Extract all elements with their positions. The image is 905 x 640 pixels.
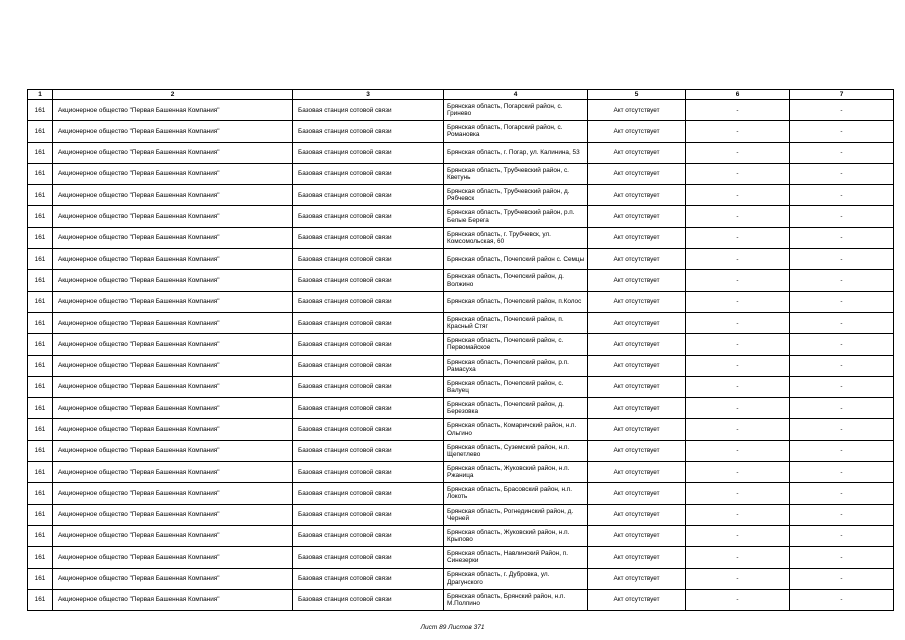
table-row (28, 312, 894, 333)
cell-number: 161 (28, 121, 53, 142)
cell-number: 161 (28, 163, 53, 184)
cell-number: 161 (28, 547, 53, 568)
cell-organization: Акционерное общество "Первая Башенная Компания" (53, 227, 293, 248)
column-header-5: 5 (588, 90, 686, 100)
cell-object-type: Базовая станция сотовой связи (293, 206, 444, 227)
table-row (28, 547, 894, 568)
column-header-7: 7 (790, 90, 894, 100)
cell-number: 161 (28, 589, 53, 610)
cell-column-6: - (686, 206, 790, 227)
cell-address: Брянская область, г. Дубровка, ул. Драгунского (444, 568, 588, 589)
table-row (28, 206, 894, 227)
cell-act-status: Акт отсутствует (588, 525, 686, 546)
cell-organization: Акционерное общество "Первая Башенная Компания" (53, 355, 293, 376)
cell-column-6: - (686, 419, 790, 440)
cell-column-6: - (686, 334, 790, 355)
cell-column-7: - (790, 376, 894, 397)
table-row (28, 419, 894, 440)
cell-column-7: - (790, 249, 894, 270)
cell-column-6: - (686, 547, 790, 568)
cell-column-7: - (790, 547, 894, 568)
cell-address: Брянская область, Брянский район, н.п. М.Полпино (444, 589, 588, 610)
cell-column-6: - (686, 398, 790, 419)
table-row (28, 163, 894, 184)
cell-object-type: Базовая станция сотовой связи (293, 462, 444, 483)
cell-number: 161 (28, 206, 53, 227)
cell-object-type: Базовая станция сотовой связи (293, 355, 444, 376)
cell-organization: Акционерное общество "Первая Башенная Компания" (53, 291, 293, 312)
cell-act-status: Акт отсутствует (588, 227, 686, 248)
cell-act-status: Акт отсутствует (588, 334, 686, 355)
cell-column-7: - (790, 440, 894, 461)
cell-organization: Акционерное общество "Первая Башенная Компания" (53, 376, 293, 397)
cell-object-type: Базовая станция сотовой связи (293, 291, 444, 312)
cell-address: Брянская область, Комаричский район, н.п. Ольгино (444, 419, 588, 440)
cell-number: 161 (28, 504, 53, 525)
cell-object-type: Базовая станция сотовой связи (293, 142, 444, 163)
table-body (28, 100, 894, 611)
cell-number: 161 (28, 185, 53, 206)
cell-address: Брянская область, Трубчевский район, с. Кветунь (444, 163, 588, 184)
cell-organization: Акционерное общество "Первая Башенная Компания" (53, 121, 293, 142)
cell-object-type: Базовая станция сотовой связи (293, 185, 444, 206)
cell-act-status: Акт отсутствует (588, 142, 686, 163)
table-row (28, 227, 894, 248)
cell-number: 161 (28, 440, 53, 461)
cell-column-7: - (790, 163, 894, 184)
table-row (28, 376, 894, 397)
cell-number: 161 (28, 270, 53, 291)
cell-column-6: - (686, 483, 790, 504)
cell-organization: Акционерное общество "Первая Башенная Компания" (53, 525, 293, 546)
cell-organization: Акционерное общество "Первая Башенная Компания" (53, 504, 293, 525)
cell-act-status: Акт отсутствует (588, 398, 686, 419)
cell-organization: Акционерное общество "Первая Башенная Компания" (53, 270, 293, 291)
table-row (28, 568, 894, 589)
cell-column-6: - (686, 249, 790, 270)
cell-column-6: - (686, 589, 790, 610)
cell-object-type: Базовая станция сотовой связи (293, 270, 444, 291)
table-row (28, 398, 894, 419)
cell-column-7: - (790, 270, 894, 291)
cell-act-status: Акт отсутствует (588, 312, 686, 333)
cell-column-7: - (790, 419, 894, 440)
cell-number: 161 (28, 376, 53, 397)
cell-act-status: Акт отсутствует (588, 121, 686, 142)
cell-act-status: Акт отсутствует (588, 355, 686, 376)
cell-organization: Акционерное общество "Первая Башенная Компания" (53, 185, 293, 206)
cell-column-6: - (686, 525, 790, 546)
cell-column-7: - (790, 334, 894, 355)
cell-object-type: Базовая станция сотовой связи (293, 249, 444, 270)
header-row (28, 90, 894, 100)
cell-number: 161 (28, 291, 53, 312)
cell-number: 161 (28, 462, 53, 483)
cell-column-6: - (686, 142, 790, 163)
cell-act-status: Акт отсутствует (588, 440, 686, 461)
cell-object-type: Базовая станция сотовой связи (293, 227, 444, 248)
cell-address: Брянская область, Почепский район, д. Березовка (444, 398, 588, 419)
cell-act-status: Акт отсутствует (588, 483, 686, 504)
cell-object-type: Базовая станция сотовой связи (293, 398, 444, 419)
cell-object-type: Базовая станция сотовой связи (293, 121, 444, 142)
cell-act-status: Акт отсутствует (588, 462, 686, 483)
cell-object-type: Базовая станция сотовой связи (293, 419, 444, 440)
cell-column-7: - (790, 355, 894, 376)
cell-organization: Акционерное общество "Первая Башенная Компания" (53, 568, 293, 589)
cell-address: Брянская область, Трубчевский район, д. Рябчевск (444, 185, 588, 206)
table-row (28, 525, 894, 546)
cell-column-6: - (686, 100, 790, 121)
table-row (28, 185, 894, 206)
cell-column-6: - (686, 270, 790, 291)
table-row (28, 504, 894, 525)
cell-act-status: Акт отсутствует (588, 504, 686, 525)
cell-organization: Акционерное общество "Первая Башенная Компания" (53, 398, 293, 419)
cell-address: Брянская область, Почепский район с. Семцы (444, 249, 588, 270)
cell-column-6: - (686, 376, 790, 397)
cell-act-status: Акт отсутствует (588, 589, 686, 610)
cell-act-status: Акт отсутствует (588, 270, 686, 291)
page-footer: Лист 89 Листов 371 (420, 624, 485, 631)
cell-object-type: Базовая станция сотовой связи (293, 568, 444, 589)
cell-object-type: Базовая станция сотовой связи (293, 312, 444, 333)
table-row (28, 121, 894, 142)
cell-act-status: Акт отсутствует (588, 419, 686, 440)
cell-object-type: Базовая станция сотовой связи (293, 334, 444, 355)
cell-act-status: Акт отсутствует (588, 376, 686, 397)
cell-column-6: - (686, 185, 790, 206)
cell-number: 161 (28, 227, 53, 248)
cell-address: Брянская область, Трубчевский район, р.п. Белые Берега (444, 206, 588, 227)
cell-column-7: - (790, 504, 894, 525)
cell-column-7: - (790, 462, 894, 483)
cell-column-7: - (790, 398, 894, 419)
cell-act-status: Акт отсутствует (588, 568, 686, 589)
table-row (28, 291, 894, 312)
table-row (28, 100, 894, 121)
cell-column-7: - (790, 568, 894, 589)
cell-address: Брянская область, Почепский район, с. Валуец (444, 376, 588, 397)
cell-number: 161 (28, 142, 53, 163)
cell-act-status: Акт отсутствует (588, 291, 686, 312)
cell-column-7: - (790, 227, 894, 248)
cell-column-6: - (686, 291, 790, 312)
cell-number: 161 (28, 249, 53, 270)
cell-column-6: - (686, 355, 790, 376)
cell-act-status: Акт отсутствует (588, 249, 686, 270)
cell-column-6: - (686, 163, 790, 184)
cell-column-7: - (790, 100, 894, 121)
cell-number: 161 (28, 525, 53, 546)
cell-address: Брянская область, Почепский район, с. Первомайское (444, 334, 588, 355)
column-header-4: 4 (444, 90, 588, 100)
cell-organization: Акционерное общество "Первая Башенная Компания" (53, 334, 293, 355)
cell-act-status: Акт отсутствует (588, 100, 686, 121)
cell-number: 161 (28, 334, 53, 355)
cell-act-status: Акт отсутствует (588, 185, 686, 206)
cell-object-type: Базовая станция сотовой связи (293, 504, 444, 525)
cell-address: Брянская область, Почепский район, п.Колос (444, 291, 588, 312)
cell-column-7: - (790, 121, 894, 142)
cell-act-status: Акт отсутствует (588, 163, 686, 184)
cell-address: Брянская область, Суземский район, н.п. Щепетлево (444, 440, 588, 461)
cell-address: Брянская область, Жуковский район, н.п. Крыпово (444, 525, 588, 546)
cell-column-7: - (790, 589, 894, 610)
cell-column-6: - (686, 121, 790, 142)
cell-address: Брянская область, Рогнединский район, д. Черней (444, 504, 588, 525)
cell-number: 161 (28, 568, 53, 589)
cell-object-type: Базовая станция сотовой связи (293, 547, 444, 568)
cell-column-6: - (686, 568, 790, 589)
cell-column-7: - (790, 525, 894, 546)
table-row (28, 249, 894, 270)
cell-number: 161 (28, 398, 53, 419)
cell-object-type: Базовая станция сотовой связи (293, 483, 444, 504)
cell-organization: Акционерное общество "Первая Башенная Компания" (53, 440, 293, 461)
column-header-6: 6 (686, 90, 790, 100)
cell-act-status: Акт отсутствует (588, 206, 686, 227)
table-row (28, 483, 894, 504)
cell-address: Брянская область, Почепский район, п. Красный Стяг (444, 312, 588, 333)
cell-organization: Акционерное общество "Первая Башенная Компания" (53, 163, 293, 184)
cell-organization: Акционерное общество "Первая Башенная Компания" (53, 589, 293, 610)
cell-column-7: - (790, 142, 894, 163)
cell-column-7: - (790, 291, 894, 312)
document-sheet (27, 89, 893, 611)
cell-object-type: Базовая станция сотовой связи (293, 376, 444, 397)
table-row (28, 355, 894, 376)
cell-address: Брянская область, Погарский район, с. Гринево (444, 100, 588, 121)
table-row (28, 142, 894, 163)
column-header-1: 1 (28, 90, 53, 100)
cell-column-6: - (686, 462, 790, 483)
cell-column-7: - (790, 185, 894, 206)
column-header-3: 3 (293, 90, 444, 100)
cell-address: Брянская область, Навлинский Район, п. Синезерки (444, 547, 588, 568)
cell-column-7: - (790, 312, 894, 333)
cell-number: 161 (28, 419, 53, 440)
cell-number: 161 (28, 483, 53, 504)
cell-column-6: - (686, 312, 790, 333)
cell-number: 161 (28, 355, 53, 376)
cell-organization: Акционерное общество "Первая Башенная Компания" (53, 483, 293, 504)
cell-column-6: - (686, 504, 790, 525)
cell-organization: Акционерное общество "Первая Башенная Компания" (53, 462, 293, 483)
cell-organization: Акционерное общество "Первая Башенная Компания" (53, 249, 293, 270)
cell-column-6: - (686, 440, 790, 461)
column-header-2: 2 (53, 90, 293, 100)
cell-column-7: - (790, 483, 894, 504)
cell-number: 161 (28, 100, 53, 121)
table-row (28, 270, 894, 291)
cell-address: Брянская область, г. Трубчевск, ул. Комсомольская, 60 (444, 227, 588, 248)
table-row (28, 462, 894, 483)
cell-address: Брянская область, Почепский район, р.п. Рамасуха (444, 355, 588, 376)
cell-act-status: Акт отсутствует (588, 547, 686, 568)
cell-number: 161 (28, 312, 53, 333)
cell-object-type: Базовая станция сотовой связи (293, 100, 444, 121)
cell-object-type: Базовая станция сотовой связи (293, 163, 444, 184)
cell-organization: Акционерное общество "Первая Башенная Компания" (53, 100, 293, 121)
cell-object-type: Базовая станция сотовой связи (293, 589, 444, 610)
table-row (28, 440, 894, 461)
cell-address: Брянская область, Брасовский район, н.п. Локоть (444, 483, 588, 504)
cell-address: Брянская область, Почепский район, д. Волжино (444, 270, 588, 291)
cell-address: Брянская область, г. Погар, ул. Калинина, 53 (444, 142, 588, 163)
cell-object-type: Базовая станция сотовой связи (293, 525, 444, 546)
cell-address: Брянская область, Жуковский район, н.п. Ржаница (444, 462, 588, 483)
cell-organization: Акционерное общество "Первая Башенная Компания" (53, 206, 293, 227)
cell-organization: Акционерное общество "Первая Башенная Компания" (53, 142, 293, 163)
cell-organization: Акционерное общество "Первая Башенная Компания" (53, 419, 293, 440)
registry-table (27, 89, 894, 611)
cell-column-6: - (686, 227, 790, 248)
cell-address: Брянская область, Погарский район, с. Романовка (444, 121, 588, 142)
cell-column-7: - (790, 206, 894, 227)
cell-organization: Акционерное общество "Первая Башенная Компания" (53, 312, 293, 333)
cell-object-type: Базовая станция сотовой связи (293, 440, 444, 461)
table-row (28, 589, 894, 610)
table-row (28, 334, 894, 355)
cell-organization: Акционерное общество "Первая Башенная Компания" (53, 547, 293, 568)
